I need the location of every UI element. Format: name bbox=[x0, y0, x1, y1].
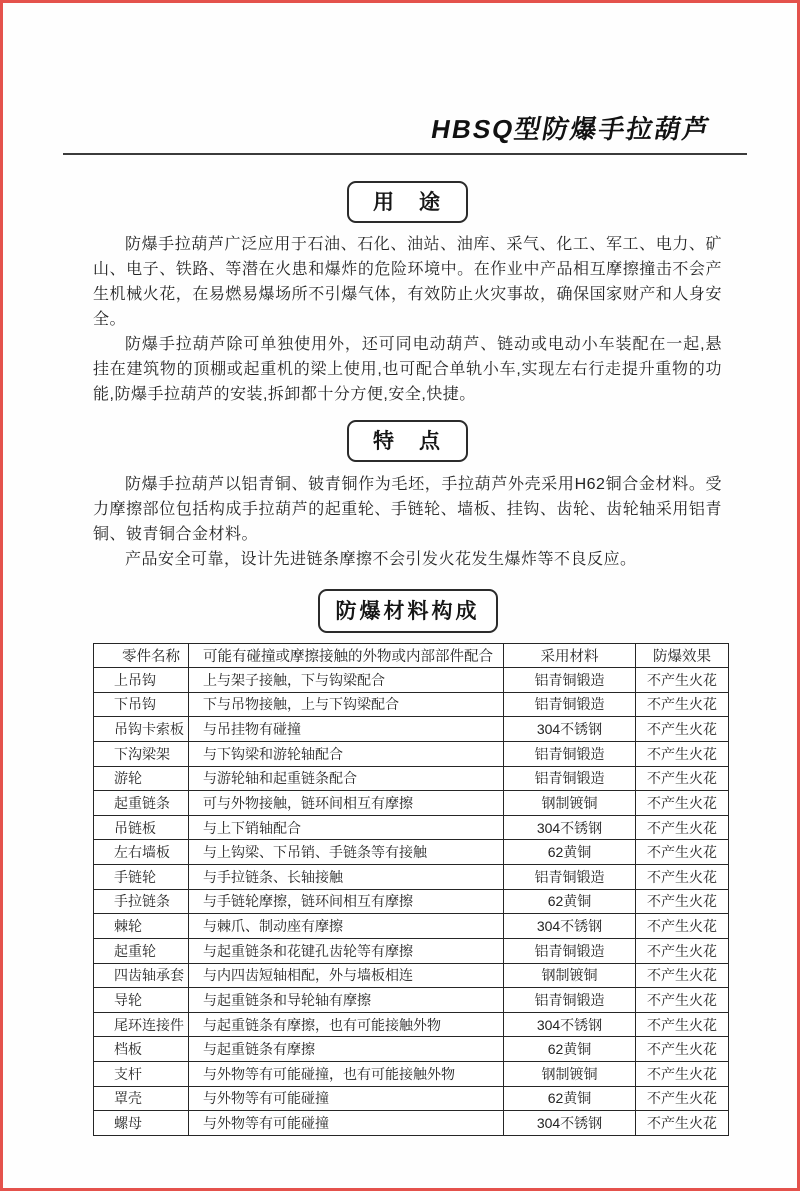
materials-table-body bbox=[94, 668, 729, 1136]
effect-cell: 不产生火花 bbox=[636, 692, 729, 717]
contact-desc-cell: 与下钩梁和游轮轴配合 bbox=[189, 741, 504, 766]
table-row bbox=[94, 1062, 729, 1087]
part-name-cell: 导轮 bbox=[94, 988, 189, 1013]
material-cell: 304不锈钢 bbox=[504, 717, 636, 742]
header-effect: 防爆效果 bbox=[636, 644, 729, 668]
part-name-cell: 尾环连接件 bbox=[94, 1012, 189, 1037]
effect-cell: 不产生火花 bbox=[636, 766, 729, 791]
features-paragraph-2: 产品安全可靠，设计先进链条摩擦不会引发火花发生爆炸等不良反应。 bbox=[125, 551, 637, 568]
features-paragraphs bbox=[93, 472, 722, 572]
material-cell: 304不锈钢 bbox=[504, 815, 636, 840]
material-cell: 62黄铜 bbox=[504, 1086, 636, 1111]
features-paragraph-1: 防爆手拉葫芦以铝青铜、铍青铜作为毛坯，手拉葫芦外壳采用H62铜合金材料。受力摩擦部位包括构成手拉葫芦的起重轮、手链轮、墙板、挂钩、齿轮、齿轮轴采用铝青铜、铍青铜合金材料。 bbox=[93, 476, 722, 543]
material-cell: 铝青铜锻造 bbox=[504, 865, 636, 890]
effect-cell: 不产生火花 bbox=[636, 1111, 729, 1136]
part-name-cell: 游轮 bbox=[94, 766, 189, 791]
page-content bbox=[93, 181, 722, 1136]
effect-cell: 不产生火花 bbox=[636, 865, 729, 890]
material-cell: 304不锈钢 bbox=[504, 914, 636, 939]
part-name-cell: 下吊钩 bbox=[94, 692, 189, 717]
contact-desc-cell: 上与架子接触，下与钩梁配合 bbox=[189, 668, 504, 693]
part-name-cell: 手链轮 bbox=[94, 865, 189, 890]
section-heading-usage: 用 途 bbox=[347, 181, 468, 223]
effect-cell: 不产生火花 bbox=[636, 1086, 729, 1111]
table-row bbox=[94, 1037, 729, 1062]
contact-desc-cell: 与吊挂物有碰撞 bbox=[189, 717, 504, 742]
effect-cell: 不产生火花 bbox=[636, 1037, 729, 1062]
material-cell: 铝青铜锻造 bbox=[504, 766, 636, 791]
part-name-cell: 下沟梁架 bbox=[94, 741, 189, 766]
header-material: 采用材料 bbox=[504, 644, 636, 668]
usage-paragraphs bbox=[93, 232, 722, 407]
usage-paragraph-1: 防爆手拉葫芦广泛应用于石油、石化、油站、油库、采气、化工、军工、电力、矿山、电子、铁路、等潜在火患和爆炸的危险环境中。在作业中产品相互摩擦撞击不会产生机械火花，在易燃易爆场所不引爆气体，有效防止火灾事故，确保国家财产和人身安全。 bbox=[93, 236, 722, 328]
table-row bbox=[94, 1111, 729, 1136]
table-row bbox=[94, 1086, 729, 1111]
effect-cell: 不产生火花 bbox=[636, 988, 729, 1013]
part-name-cell: 起重链条 bbox=[94, 791, 189, 816]
table-row bbox=[94, 988, 729, 1013]
part-name-cell: 罩壳 bbox=[94, 1086, 189, 1111]
part-name-cell: 手拉链条 bbox=[94, 889, 189, 914]
effect-cell: 不产生火花 bbox=[636, 914, 729, 939]
effect-cell: 不产生火花 bbox=[636, 791, 729, 816]
contact-desc-cell: 与起重链条有摩擦，也有可能接触外物 bbox=[189, 1012, 504, 1037]
effect-cell: 不产生火花 bbox=[636, 889, 729, 914]
material-cell: 304不锈钢 bbox=[504, 1012, 636, 1037]
table-header-row bbox=[94, 644, 729, 668]
table-row bbox=[94, 840, 729, 865]
contact-desc-cell: 与手链轮摩擦，链环间相互有摩擦 bbox=[189, 889, 504, 914]
table-row bbox=[94, 791, 729, 816]
effect-cell: 不产生火花 bbox=[636, 840, 729, 865]
material-cell: 铝青铜锻造 bbox=[504, 692, 636, 717]
effect-cell: 不产生火花 bbox=[636, 938, 729, 963]
table-row bbox=[94, 889, 729, 914]
table-row bbox=[94, 865, 729, 890]
effect-cell: 不产生火花 bbox=[636, 963, 729, 988]
part-name-cell: 左右墙板 bbox=[94, 840, 189, 865]
table-row bbox=[94, 938, 729, 963]
material-cell: 钢制镀铜 bbox=[504, 1062, 636, 1087]
part-name-cell: 吊钩卡索板 bbox=[94, 717, 189, 742]
part-name-cell: 吊链板 bbox=[94, 815, 189, 840]
contact-desc-cell: 可与外物接触，链环间相互有摩擦 bbox=[189, 791, 504, 816]
material-cell: 钢制镀铜 bbox=[504, 963, 636, 988]
page-header bbox=[63, 109, 747, 155]
material-cell: 铝青铜锻造 bbox=[504, 988, 636, 1013]
materials-table-head bbox=[94, 644, 729, 668]
contact-desc-cell: 下与吊物接触，上与下钩梁配合 bbox=[189, 692, 504, 717]
material-cell: 铝青铜锻造 bbox=[504, 668, 636, 693]
part-name-cell: 四齿轴承套 bbox=[94, 963, 189, 988]
part-name-cell: 棘轮 bbox=[94, 914, 189, 939]
contact-desc-cell: 与外物等有可能碰撞，也有可能接触外物 bbox=[189, 1062, 504, 1087]
material-cell: 62黄铜 bbox=[504, 889, 636, 914]
section-heading-features: 特 点 bbox=[347, 420, 468, 462]
effect-cell: 不产生火花 bbox=[636, 1012, 729, 1037]
contact-desc-cell: 与内四齿短轴相配，外与墙板相连 bbox=[189, 963, 504, 988]
header-part-name: 零件名称 bbox=[94, 644, 189, 668]
contact-desc-cell: 与上下销轴配合 bbox=[189, 815, 504, 840]
part-name-cell: 上吊钩 bbox=[94, 668, 189, 693]
part-name-cell: 起重轮 bbox=[94, 938, 189, 963]
effect-cell: 不产生火花 bbox=[636, 717, 729, 742]
effect-cell: 不产生火花 bbox=[636, 815, 729, 840]
part-name-cell: 支杆 bbox=[94, 1062, 189, 1087]
effect-cell: 不产生火花 bbox=[636, 741, 729, 766]
table-row bbox=[94, 668, 729, 693]
table-row bbox=[94, 717, 729, 742]
material-cell: 铝青铜锻造 bbox=[504, 938, 636, 963]
table-row bbox=[94, 963, 729, 988]
usage-paragraph-2: 防爆手拉葫芦除可单独使用外，还可同电动葫芦、链动或电动小车装配在一起,悬挂在建筑物的顶棚或起重机的梁上使用,也可配合单轨小车,实现左右行走提升重物的功能,防爆手拉葫芦的安装,拆卸都十分方便,安全,快捷。 bbox=[93, 336, 722, 403]
contact-desc-cell: 与外物等有可能碰撞 bbox=[189, 1086, 504, 1111]
section-heading-materials: 防爆材料构成 bbox=[318, 589, 498, 633]
table-row bbox=[94, 692, 729, 717]
header-contact-desc: 可能有碰撞或摩擦接触的外物或内部部件配合 bbox=[189, 644, 504, 668]
table-row bbox=[94, 815, 729, 840]
table-row bbox=[94, 914, 729, 939]
table-row bbox=[94, 1012, 729, 1037]
material-cell: 62黄铜 bbox=[504, 840, 636, 865]
contact-desc-cell: 与起重链条和花键孔齿轮等有摩擦 bbox=[189, 938, 504, 963]
contact-desc-cell: 与棘爪、制动座有摩擦 bbox=[189, 914, 504, 939]
materials-table bbox=[93, 643, 729, 1136]
part-name-cell: 螺母 bbox=[94, 1111, 189, 1136]
effect-cell: 不产生火花 bbox=[636, 668, 729, 693]
effect-cell: 不产生火花 bbox=[636, 1062, 729, 1087]
contact-desc-cell: 与起重链条有摩擦 bbox=[189, 1037, 504, 1062]
contact-desc-cell: 与游轮轴和起重链条配合 bbox=[189, 766, 504, 791]
material-cell: 304不锈钢 bbox=[504, 1111, 636, 1136]
material-cell: 62黄铜 bbox=[504, 1037, 636, 1062]
table-row bbox=[94, 766, 729, 791]
contact-desc-cell: 与外物等有可能碰撞 bbox=[189, 1111, 504, 1136]
table-row bbox=[94, 741, 729, 766]
part-name-cell: 档板 bbox=[94, 1037, 189, 1062]
material-cell: 钢制镀铜 bbox=[504, 791, 636, 816]
contact-desc-cell: 与上钩梁、下吊销、手链条等有接触 bbox=[189, 840, 504, 865]
title-rule bbox=[63, 153, 747, 155]
material-cell: 铝青铜锻造 bbox=[504, 741, 636, 766]
page-title: HBSQ型防爆手拉葫芦 bbox=[428, 114, 714, 144]
contact-desc-cell: 与起重链条和导轮轴有摩擦 bbox=[189, 988, 504, 1013]
contact-desc-cell: 与手拉链条、长轴接触 bbox=[189, 865, 504, 890]
